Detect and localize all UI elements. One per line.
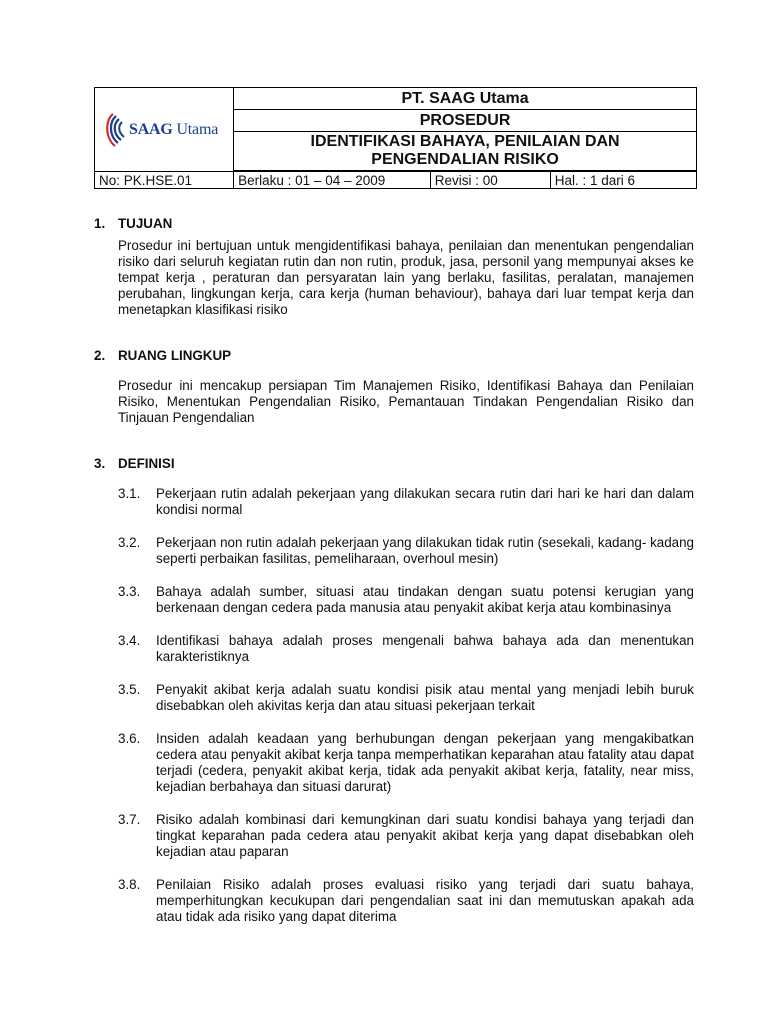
- definition-list: [118, 486, 694, 925]
- document-title: [234, 132, 697, 171]
- definition-item: 3.7. Risiko adalah kombinasi dari kemungkinan dari suatu kondisi bahaya yang terjadi dan tingkat keparahan pada cedera atau penyakit akibat kerja yang dapat disebabkan oleh kejadian atau paparan: [118, 812, 694, 859]
- definition-item: 3.4. Identifikasi bahaya adalah proses mengenali bahwa bahaya ada dan menentukan karakteristiknya: [118, 633, 694, 664]
- section-text-tujuan: Prosedur ini bertujuan untuk mengidentifikasi bahaya, penilaian dan menentukan pengendalian risiko dari seluruh kegiatan rutin dan non rutin, produk, jasa, personil yang mempunyai akses ke tempat kerja , peraturan dan persyaratan lain yang berlaku, fasilitas, peralatan, manajemen perubahan, lingkungan kerja, cara kerja (human behaviour), bahaya dari luar tempat kerja dan menetapkan klasifikasi risiko: [118, 238, 694, 317]
- document-header-table: [94, 87, 697, 189]
- definition-item: 3.5. Penyakit akibat kerja adalah suatu kondisi pisik atau mental yang menjadi lebih buruk disebabkan oleh akivitas kerja dan atau situasi pekerjaan terkait: [118, 682, 694, 713]
- definition-item: 3.2. Pekerjaan non rutin adalah pekerjaan yang dilakukan tidak rutin (sesekali, kadang- kadang seperti perbaikan fasilitas, pemeliharaan, overhoul mesin): [118, 535, 694, 566]
- definition-item: 3.3. Bahaya adalah sumber, situasi atau tindakan dengan suatu potensi kerugian yang berkenaan dengan cedera pada manusia atau penyakit akibat kerja atau kombinasinya: [118, 584, 694, 615]
- effective-date: Berlaku : 01 – 04 – 2009: [234, 172, 431, 189]
- document-body: [94, 216, 694, 925]
- section-heading-tujuan: 1. TUJUAN: [94, 216, 173, 231]
- document-title-line-1: IDENTIFIKASI BAHAYA, PENILAIAN DAN: [310, 133, 620, 150]
- section-text-ruang-lingkup: Prosedur ini mencakup persiapan Tim Manajemen Risiko, Identifikasi Bahaya dan Penilaian Risiko, Menentukan Pengendalian Risiko, Pemantauan Tindakan Pengendalian Risiko dan Tinjauan Pengendalian: [118, 378, 694, 425]
- revision: Revisi : 00: [430, 172, 550, 189]
- section-heading-ruang-lingkup: 2. RUANG LINGKUP: [94, 348, 232, 363]
- definition-item: 3.1. Pekerjaan rutin adalah pekerjaan yang dilakukan secara rutin dari hari ke hari dan dalam kondisi normal: [118, 486, 694, 517]
- document-number: No: PK.HSE.01: [95, 172, 234, 189]
- page-info: Hal. : 1 dari 6: [550, 172, 696, 189]
- company-logo: [95, 88, 233, 171]
- section-heading-definisi: 3. DEFINISI: [94, 456, 175, 471]
- definition-item: 3.8. Penilaian Risiko adalah proses evaluasi risiko yang terjadi dari suatu bahaya, memperhitungkan kecukupan dari pengendalian saat ini dan memutuskan apakah ada atau tidak ada risiko yang dapat diterima: [118, 877, 694, 924]
- logo-cell: [95, 88, 234, 172]
- definition-item: 3.6. Insiden adalah keadaan yang berhubungan dengan pekerjaan yang mengakibatkan cedera atau penyakit akibat kerja tanpa memperhatikan keparahan atau fatality atau dapat terjadi (cedera, penyakit akibat kerja, tidak ada penyakit akibat kerja, fatality, near miss, kejadian berbahaya dan situasi darurat): [118, 731, 694, 794]
- company-name: PT. SAAG Utama: [234, 88, 697, 110]
- logo-swoosh-icon: [101, 110, 127, 150]
- document-type: PROSEDUR: [234, 110, 697, 132]
- document-title-line-2: PENGENDALIAN RISIKO: [371, 151, 559, 168]
- logo-text: SAAG Utama: [129, 120, 219, 138]
